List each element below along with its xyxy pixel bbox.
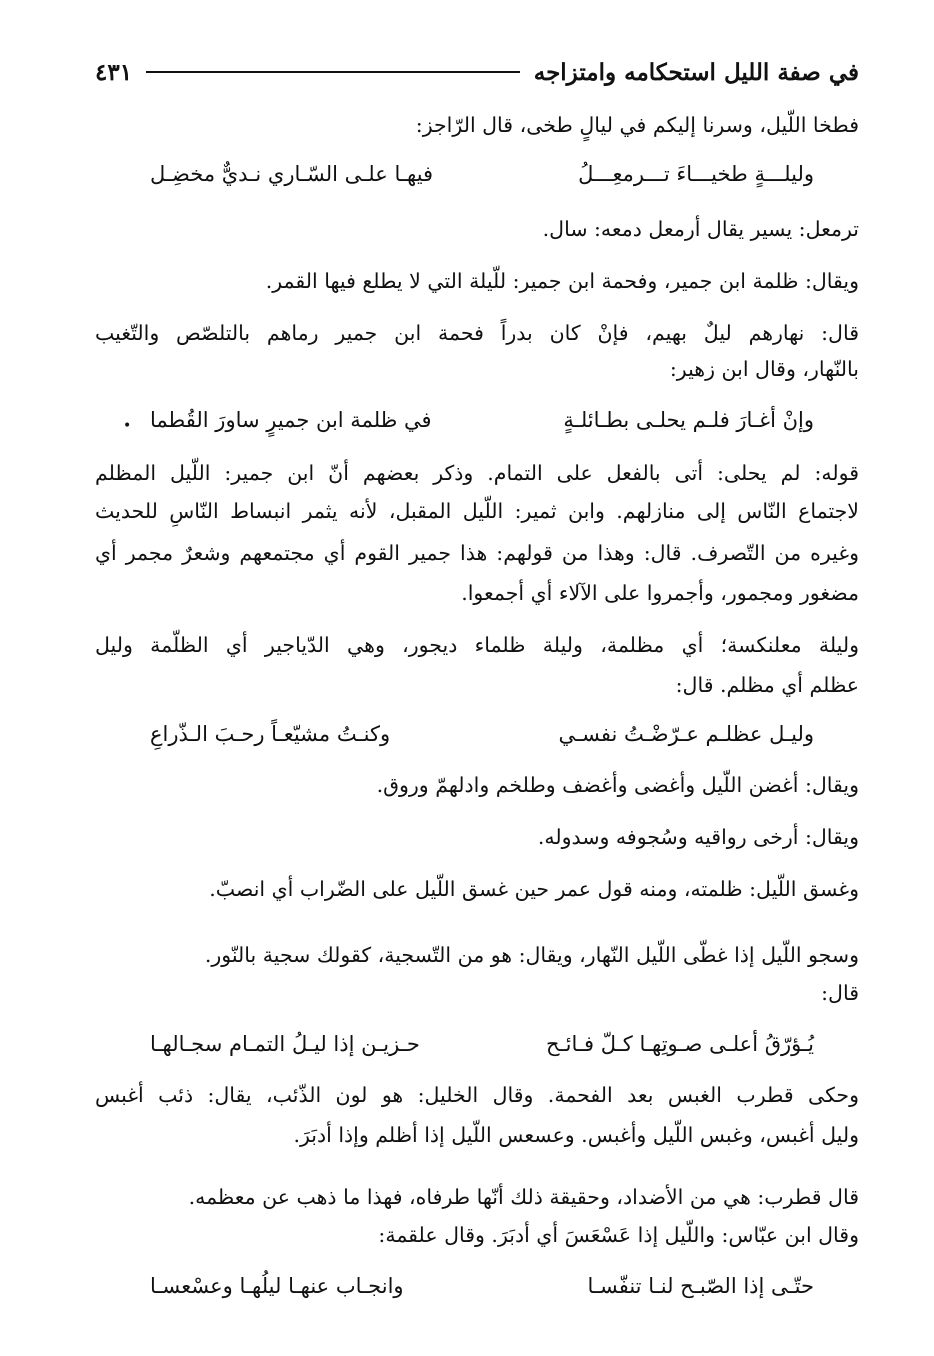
text-line: وحكى قطرب الغبس بعد الفحمة. وقال الخليل: هو لون الذّئب، يقال: ذئب أغبس [95,1083,859,1107]
verse-hemistich-left: حـزيـن إذا ليـلُ التمـام سجـالهـا [150,1032,420,1056]
verse-hemistich-left: فيهـا علـى السّـاري نـديٌّ مخضِـل [150,162,434,186]
verse-hemistich-left: في ظلمة ابن جميرٍ ساورَ القُطما [150,408,432,432]
text-line: قال: [821,981,859,1005]
text-line: وغيره من التّصرف. قال: وهذا من قولهم: هذا جمير القوم أي مجتمعهم وشعرٌ مجمر أي [95,541,859,565]
verse-hemistich-right: وليـل عظلـم عـرّضْـتُ نفسـي [558,722,814,746]
verse-hemistich-right: وإنْ أغـارَ فلـم يحلـى بطـائلـةٍ [563,408,814,432]
verse-line [150,1272,814,1300]
text-line: وغسق اللّيل: ظلمته، ومنه قول عمر حين غسق اللّيل على الضّراب أي انصبّ. [209,877,859,901]
running-title: في صفة الليل استحكامه وامتزاجه [533,58,859,86]
page-number: ٤٣١ [95,58,133,86]
verse-hemistich-left: وانجـاب عنهـا ليلُهـا وعسْعسـا [150,1274,404,1298]
text-line: ويقال: أغضن اللّيل وأغضى وأغضف وطلخم وادلهمّ وروق. [376,773,859,797]
text-line: ويقال: ظلمة ابن جمير، وفحمة ابن جمير: للّيلة التي لا يطلع فيها القمر. [265,269,859,293]
verse-hemistich-right: يُـؤرّقُ أعلـى صـوتِهـا كـلّ فـائـح [545,1032,814,1056]
verse-hemistich-right: وليلـــةٍ طخيـــاءَ تـــرمعِـــلُ [578,162,814,186]
verse-line [150,406,814,434]
text-line: وليلة معلنكسة؛ أي مظلمة، وليلة ظلماء ديجور، وهي الدّياجير أي الظلّمة وليل [95,633,859,657]
text-line: ترمعل: يسير يقال أرمعل دمعه: سال. [542,217,859,241]
verse-line [150,160,814,188]
text-line: وقال ابن عبّاس: واللّيل إذا عَسْعَسَ أي أدبَرَ. وقال علقمة: [378,1223,859,1247]
text-line: بالنّهار، وقال ابن زهير: [669,357,859,381]
stray-mark: • [123,418,132,434]
text-line: لاجتماع النّاس إلى منازلهم. وابن ثمير: اللّيل المقبل، لأنه يثمر انبساط النّاسِ للحديث [95,499,859,523]
text-line: وليل أغبس، وغبس اللّيل وأغبس. وعسعس اللّيل إذا أظلم وإذا أدبَرَ. [293,1123,859,1147]
text-line: قوله: لم يحلى: أتى بالفعل على التمام. وذكر بعضهم أنّ ابن جمير: اللّيل المظلم [95,461,859,485]
text-line: عظلم أي مظلم. قال: [675,673,859,697]
page-header [95,52,859,92]
text-line: وسجو اللّيل إذا غطّى اللّيل النّهار، ويقال: هو من التّسجية، كقولك سجية بالنّور. [204,943,859,967]
text-line: مضغور ومجمور، وأجمروا على الآلاء أي أجمعوا. [461,581,859,605]
text-line: فطخا اللّيل، وسرنا إليكم في ليالٍ طخى، قال الرّاجز: [415,113,859,137]
verse-hemistich-right: حتّـى إذا الصّبـح لنـا تنفّسـا [587,1274,814,1298]
text-line: ويقال: أرخى رواقيه وسُجوفه وسدوله. [537,825,859,849]
header-rule [146,71,520,73]
text-line: قال: نهارهم ليلٌ بهيم، فإنْ كان بدراً فحمة ابن جمير رماهم بالتلصّص والتّغيب [95,321,859,345]
text-line: قال قطرب: هي من الأضداد، وحقيقة ذلك أنّها طرفاه، فهذا ما ذهب عن معظمه. [188,1185,859,1209]
verse-hemistich-left: وكنـتُ مشيّعـاً رحـبَ الـذّراعِ [150,722,391,746]
verse-line [150,1030,814,1058]
verse-line [150,720,814,748]
